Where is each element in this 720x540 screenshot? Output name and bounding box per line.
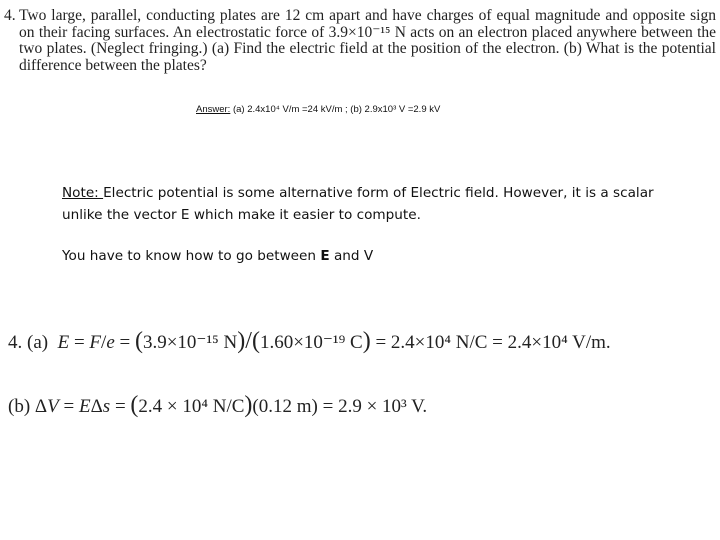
- solution-a: 4. (a) E = F/e = (3.9×10⁻¹⁵ N)/(1.60×10⁻¹⁹ C) = 2.4×10⁴ N/C = 2.4×10⁴ V/m.: [8, 328, 611, 354]
- solution-b-field: 2.4 × 10⁴ N/C: [138, 396, 245, 417]
- note-paragraph: [62, 182, 682, 226]
- solution-b-result: = 2.9 × 10³ V.: [322, 396, 428, 417]
- solution-a-force: 3.9×10⁻¹⁵ N: [142, 332, 238, 353]
- problem-statement: [4, 8, 716, 74]
- solution-a-label: 4. (a): [8, 332, 49, 353]
- problem-text: Two large, parallel, conducting plates are 12 cm apart and have charges of equal magnitude and opposite sign on their facing surfaces. An electrostatic force of 3.9×10⁻¹⁵ N acts on an electron placed anywhere between the two plates. (Neglect fringing.) (a) Find the electric field at the position of the electron. (b) What is the potential difference between the plates?: [19, 7, 716, 74]
- know-bold: E: [320, 248, 330, 264]
- solution-a-charge-symbol: e: [106, 332, 115, 353]
- solution-a-force-symbol: F: [89, 332, 102, 353]
- solution-b-distance: 0.12 m: [258, 396, 312, 417]
- know-suffix: and V: [329, 248, 374, 264]
- answer-text: (a) 2.4x10⁴ V/m =24 kV/m ; (b) 2.9x10³ V =2.9 kV: [230, 104, 441, 115]
- solution-a-result: = 2.4×10⁴ N/C = 2.4×10⁴ V/m.: [375, 332, 611, 353]
- note-label: Note:: [62, 185, 104, 201]
- answer-line: [196, 104, 440, 115]
- answer-label: Answer:: [196, 104, 231, 115]
- solution-b-delta: Δ: [34, 396, 48, 417]
- solution-b: (b) ΔV = EΔs = (2.4 × 10⁴ N/C)(0.12 m) = 2.9 × 10³ V.: [8, 392, 428, 418]
- solution-a-charge: 1.60×10⁻¹⁹ C: [259, 332, 363, 353]
- solution-b-v-symbol: V: [47, 396, 59, 417]
- know-prefix: You have to know how to go between: [62, 248, 321, 264]
- problem-number: 4.: [4, 7, 16, 24]
- note-text: Electric potential is some alternative form of Electric field. However, it is a scalar unlike the vector E which make it easier to compute.: [62, 185, 654, 223]
- know-line: [62, 248, 373, 264]
- solution-b-label: (b): [8, 396, 31, 417]
